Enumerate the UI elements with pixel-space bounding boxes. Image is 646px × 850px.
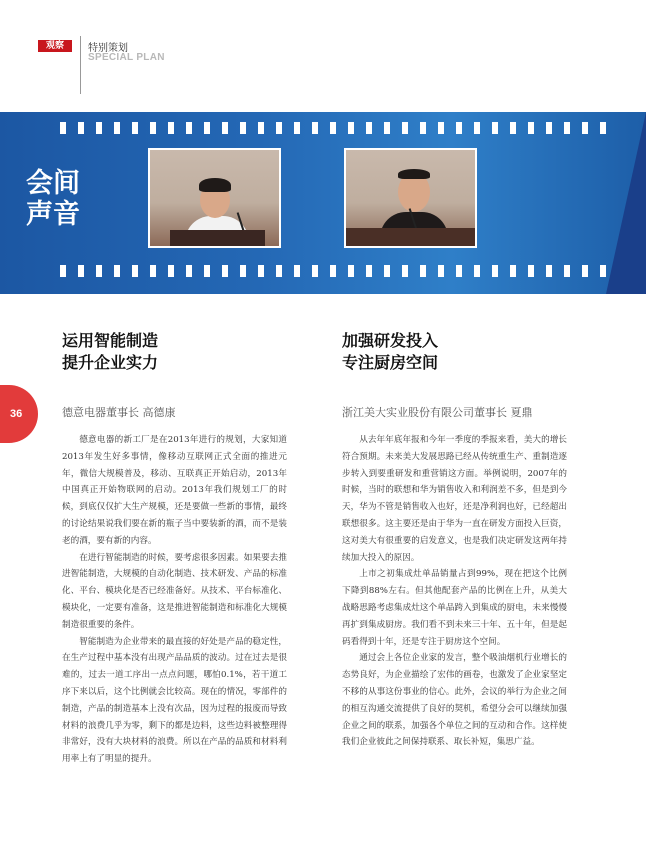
paragraph: 从去年年底年报和今年一季度的季报来看，美大的增长符合预期。未来美大发展思路已经从传统重生产、重制造逐步转入到要重研发和重营销这方面。举例说明，2007年的时候，当时的联想和华为销售收入和利润差不多，但是到今天，华为不管是销售收入也好，还是净利润也好，已经超出联想很多。这主要还是由于华为一直在研发方面投入巨资，这对美大有很重要的启发意义，也是我们决定研发这两年持续加大投入的原因。 bbox=[342, 435, 567, 563]
film-perforation bbox=[438, 265, 444, 277]
paragraph: 通过会上各位企业家的发言，整个吸油烟机行业增长的态势良好，为企业描绘了宏伟的画卷，也激发了企业家坚定不移的从事这份事业的信心。此外，会议的举行为企业之间的相互沟通交流提供了良好的契机，希望分会可以继续加强企业之间的联系，加强各个单位之间的互动和合作。这样使我们企业彼此之间保持联系、取长补短，集思广益。 bbox=[342, 653, 567, 748]
film-perforation bbox=[546, 122, 552, 134]
film-perforation bbox=[132, 122, 138, 134]
film-perforation bbox=[240, 122, 246, 134]
film-perforation bbox=[294, 265, 300, 277]
film-perforation bbox=[78, 265, 84, 277]
banner-title-line2: 声音 bbox=[26, 199, 80, 230]
film-perforations-top bbox=[60, 122, 620, 134]
headline-line: 专注厨房空间 bbox=[342, 353, 439, 372]
article-byline-left: 德意电器董事长 高德康 bbox=[62, 406, 176, 419]
article-body-right bbox=[342, 432, 567, 751]
banner-title-line1: 会间 bbox=[26, 168, 80, 199]
film-perforation bbox=[294, 122, 300, 134]
film-perforation bbox=[600, 265, 606, 277]
photo-figure-hair bbox=[398, 169, 430, 179]
film-perforation bbox=[402, 122, 408, 134]
film-perforation bbox=[348, 122, 354, 134]
article-byline-right: 浙江美大实业股份有限公司董事长 夏鼎 bbox=[342, 406, 533, 419]
podium bbox=[346, 228, 475, 248]
paragraph: 在进行智能制造的时候，要考虑很多因素。如果要去推进智能制造，大规模的自动化制造、技术研发、产品的标准化、平台、模块化是否已经准备好。从技术、平台标准化、模块化，一定要有准备，这是推进智能制造和标准化大规模制造很重要的条件。 bbox=[62, 552, 287, 630]
film-perforation bbox=[600, 122, 606, 134]
film-perforation bbox=[564, 122, 570, 134]
film-perforation bbox=[60, 265, 66, 277]
headline-line: 加强研发投入 bbox=[342, 331, 439, 350]
film-perforation bbox=[492, 122, 498, 134]
film-perforation bbox=[132, 265, 138, 277]
film-perforation bbox=[456, 122, 462, 134]
film-perforation bbox=[312, 122, 318, 134]
film-perforation bbox=[528, 122, 534, 134]
film-perforation bbox=[546, 265, 552, 277]
film-perforations-bottom bbox=[60, 265, 620, 277]
podium bbox=[170, 230, 265, 248]
film-perforation bbox=[186, 265, 192, 277]
film-perforation bbox=[276, 122, 282, 134]
film-perforation bbox=[420, 122, 426, 134]
film-perforation bbox=[258, 122, 264, 134]
film-perforation bbox=[150, 265, 156, 277]
speaker-photo-right bbox=[344, 148, 477, 248]
header-divider bbox=[80, 36, 81, 94]
film-perforation bbox=[384, 265, 390, 277]
film-perforation bbox=[420, 265, 426, 277]
feature-banner bbox=[0, 112, 646, 294]
film-perforation bbox=[582, 122, 588, 134]
film-perforation bbox=[204, 122, 210, 134]
film-perforation bbox=[510, 265, 516, 277]
film-perforation bbox=[96, 122, 102, 134]
film-perforation bbox=[438, 122, 444, 134]
film-perforation bbox=[366, 265, 372, 277]
film-perforation bbox=[258, 265, 264, 277]
film-perforation bbox=[240, 265, 246, 277]
photo-figure-hair bbox=[199, 178, 231, 192]
film-perforation bbox=[168, 122, 174, 134]
film-perforation bbox=[114, 265, 120, 277]
film-perforation bbox=[528, 265, 534, 277]
film-perforation bbox=[204, 265, 210, 277]
paragraph: 上市之初集成灶单品销量占到99%，现在把这个比例下降到88%左右。但其他配套产品的比例在上升，从美大战略思路考虑集成灶这个单品跨入到集成的厨电，未来慢慢再扩到集成厨房。我们看不到未来三十年、五十年，但是起码看得到十年，还是专注于厨房这个空间。 bbox=[342, 569, 567, 647]
film-perforation bbox=[492, 265, 498, 277]
film-perforation bbox=[456, 265, 462, 277]
film-perforation bbox=[312, 265, 318, 277]
section-title: 特别策划 bbox=[88, 43, 128, 54]
film-perforation bbox=[222, 265, 228, 277]
film-perforation bbox=[384, 122, 390, 134]
film-perforation bbox=[330, 122, 336, 134]
film-perforation bbox=[150, 122, 156, 134]
film-perforation bbox=[168, 265, 174, 277]
headline-line: 运用智能制造 bbox=[62, 331, 159, 350]
film-perforation bbox=[564, 265, 570, 277]
headline-line: 提升企业实力 bbox=[62, 353, 159, 372]
film-perforation bbox=[366, 122, 372, 134]
film-perforation bbox=[78, 122, 84, 134]
section-subtitle: SPECIAL PLAN bbox=[88, 52, 165, 63]
film-perforation bbox=[330, 265, 336, 277]
article-headline-right bbox=[342, 330, 567, 374]
film-perforation bbox=[510, 122, 516, 134]
film-perforation bbox=[222, 122, 228, 134]
article-body-left bbox=[62, 432, 287, 768]
paragraph: 德意电器的新工厂是在2013年进行的规划，大家知道2013年发生好多事情，像移动互联网正式全面的推进元年，微信大规模普及，移动、互联真正开始启动，2013年中国真正开始物联网的启动。2013年我们规划工厂的时候，到底仅仅扩大生产规模，还是要做一些新的事情，最终的讨论结果说我们要在新的瓶子当中要装新的酒，而不是装老的酒，要有新的内容。 bbox=[62, 435, 287, 546]
film-perforation bbox=[402, 265, 408, 277]
speaker-photo-left bbox=[148, 148, 281, 248]
film-perforation bbox=[582, 265, 588, 277]
paragraph: 智能制造为企业带来的最直接的好处是产品的稳定性，在生产过程中基本没有出现产品品质的波动。过在过去是很难的，过去一道工序出一点点问题，哪怕0.1%，若干道工序下来以后，这个比例就会比较高。现在的情况，零部件的制造，产品的制造基本上没有次品，因为过程的报废而导致材料的浪费几乎为零，剩下的都是边料，这些边料被整理得非常好，没有大块材料的浪费。所以在产品的品质和材料利用率上有了明显的提升。 bbox=[62, 636, 287, 765]
film-perforation bbox=[348, 265, 354, 277]
article-headline-left bbox=[62, 330, 287, 374]
film-perforation bbox=[114, 122, 120, 134]
film-perforation bbox=[276, 265, 282, 277]
page-number: 36 bbox=[10, 408, 23, 420]
film-perforation bbox=[186, 122, 192, 134]
banner-title bbox=[26, 168, 80, 230]
film-perforation bbox=[474, 122, 480, 134]
film-perforation bbox=[474, 265, 480, 277]
film-perforation bbox=[60, 122, 66, 134]
section-tag: 观察 bbox=[38, 40, 72, 52]
film-perforation bbox=[96, 265, 102, 277]
